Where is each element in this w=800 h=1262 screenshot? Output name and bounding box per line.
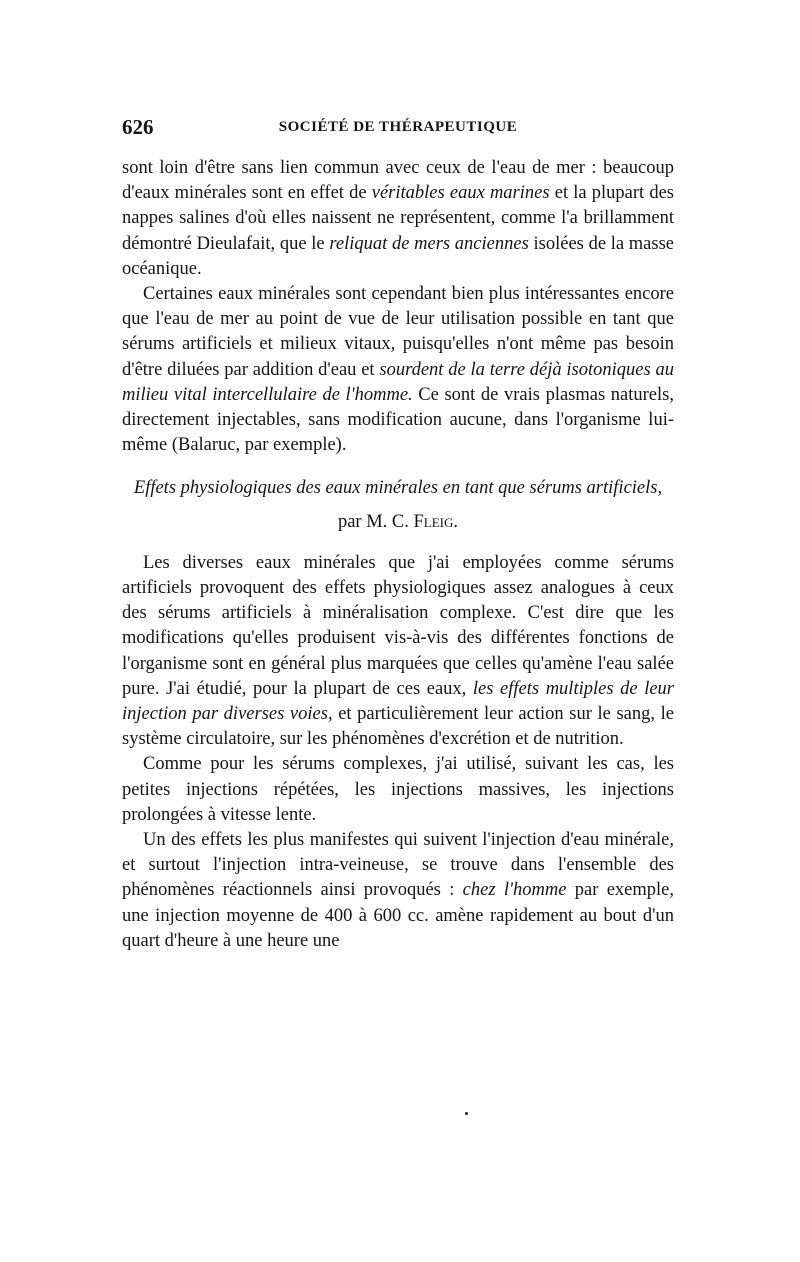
- author-prefix: par M. C.: [337, 511, 414, 532]
- italic-run: véritables eaux marines: [371, 183, 550, 204]
- text-run: par exemple, une injection moyenne de 400 à 600 cc. amène rapidement au bout d'un quart d'heure à une heure une: [122, 880, 674, 951]
- paragraph-injection-methods: Comme pour les sérums complexes, j'ai utilisé, suivant les cas, les petites injections répétées, les injections massives, les injections prolongées à vitesse lente.: [122, 754, 674, 825]
- article-author: [122, 510, 674, 535]
- text-run: isolées de la masse océanique.: [122, 233, 675, 279]
- running-head: [122, 112, 674, 142]
- article-title: Effets physiologiques des eaux minérales en tant que sérums artificiels,: [133, 478, 663, 499]
- text-run: Les diverses eaux minérales que j'ai employées comme sérums artificiels provoquent des effets physiologiques assez analogues à ceux des sérums artificiels à minéralisation complexe. C'est dire que les modifications qu'elles produisent vis-à-vis des différentes fonctions de l'organisme sont en général plus marquées que celles qu'amène l'eau salée pure. J'ai étudié, pour la plupart de ces eaux,: [122, 552, 674, 699]
- paragraph-continuation: [122, 156, 674, 282]
- italic-run: les effets multiples de leur injection par diverses voies: [122, 678, 674, 725]
- running-title: SOCIÉTÉ DE THÉRAPEUTIQUE: [278, 119, 518, 135]
- book-page: [122, 112, 674, 954]
- text-run: et la plupart des nappes salines d'où elles naissent ne représentent, comme l'a brillamment démontré Dieulafait, que le: [122, 183, 674, 254]
- text-run: sont loin d'être sans lien commun avec ceux de l'eau de mer : beaucoup d'eaux minérales sont en effet de: [122, 158, 674, 204]
- ink-speck: [465, 1112, 468, 1115]
- page-number: 626: [122, 115, 154, 139]
- text-run: Certaines eaux minérales sont cependant bien plus intéressantes encore que l'eau de mer au point de vue de leur utilisation possible en tant que sérums artificiels et milieux vitaux, puisqu'elles n'ont même pas besoin d'être diluées par addition d'eau et: [122, 284, 674, 380]
- italic-run: chez l'homme: [462, 880, 567, 901]
- paragraph-natural-plasmas: [122, 282, 674, 458]
- italic-run: sourdent de la terre déjà isotoniques au milieu vital intercellulaire de l'homme.: [122, 359, 674, 405]
- author-name: Fleig.: [413, 511, 459, 532]
- paragraph-effects-overview: [122, 551, 674, 753]
- text-run: Un des effets les plus manifestes qui suivent l'injection d'eau minérale, et surtout l'injection intra-veineuse, se trouve dans l'ensemble des phénomènes réactionnels ainsi provoqués :: [122, 830, 674, 901]
- text-run: , et particulièrement leur action sur le sang, le système circulatoire, sur les phénomènes d'excrétion et de nutrition.: [122, 704, 674, 750]
- italic-run: reliquat de mers anciennes: [329, 233, 529, 254]
- paragraph-reactional-phenomena: [122, 828, 674, 954]
- text-run: Ce sont de vrais plasmas naturels, directement injectables, sans modification aucune, dans l'organisme lui-même (Balaruc, par exemple).: [122, 384, 674, 456]
